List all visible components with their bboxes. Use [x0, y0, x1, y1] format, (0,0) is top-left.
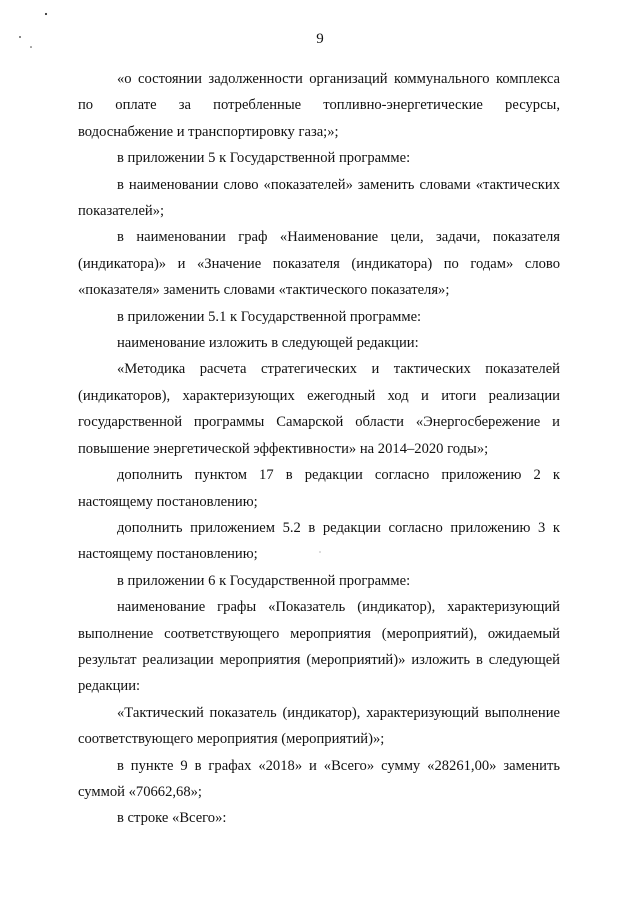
paragraph-appendix-5-1: в приложении 5.1 к Государственной программе: — [117, 308, 422, 325]
paragraph-column-title-edition: наименование графы «Показатель (индикатор), характеризующий выполнение соответствующего мероприятия (мероприятий), ожидаемый результат реализации мероприятия (мероприятий)» изложить в следующей редакции: — [78, 599, 560, 695]
paragraph-column-names-replace: в наименовании граф «Наименование цели, задачи, показателя (индикатора)» и «Значение показателя (индикатора) по годам» слово «показателя» заменить словами «тактического показателя»; — [78, 229, 560, 299]
paragraph-appendix-6: в приложении 6 к Государственной программе: — [117, 572, 411, 589]
paragraph-debt-status: «о состоянии задолженности организаций коммунального комплекса по оплате за потребленные топливно-энергетические ресурсы, водоснабжение и транспортировку газа;»; — [78, 71, 560, 140]
paragraph-add-appendix-5-2: дополнить приложением 5.2 в редакции согласно приложению 3 к настоящему постановлению; — [78, 519, 560, 563]
paragraph-title-new-edition: наименование изложить в следующей редакции: — [117, 335, 419, 352]
paragraph-title-word-replace: в наименовании слово «показателей» заменить словами «тактических показателей»; — [78, 176, 560, 220]
paragraph-methodology-title: «Методика расчета стратегических и тактических показателей (индикаторов), характеризующих ежегодный ход и итоги реализации государственной программы Самарской области «Энергосбережение и повышение энергетической эффективности» на 2014–2020 годы»; — [78, 361, 560, 457]
paragraph-tactical-indicator: «Тактический показатель (индикатор), характеризующий выполнение соответствующего мероприятия (мероприятий)»; — [78, 704, 560, 748]
paragraph-add-item-17: дополнить пунктом 17 в редакции согласно приложению 2 к настоящему постановлению; — [78, 467, 560, 510]
paragraph-appendix-5: в приложении 5 к Государственной программе: — [117, 150, 411, 167]
document-body — [78, 66, 560, 832]
paragraph-total-row: в строке «Всего»: — [117, 810, 227, 827]
paragraph-item-9-sum: в пункте 9 в графах «2018» и «Всего» сумму «28261,00» заменить суммой «70662,68»; — [78, 757, 560, 800]
page-number: 9 — [316, 31, 324, 47]
